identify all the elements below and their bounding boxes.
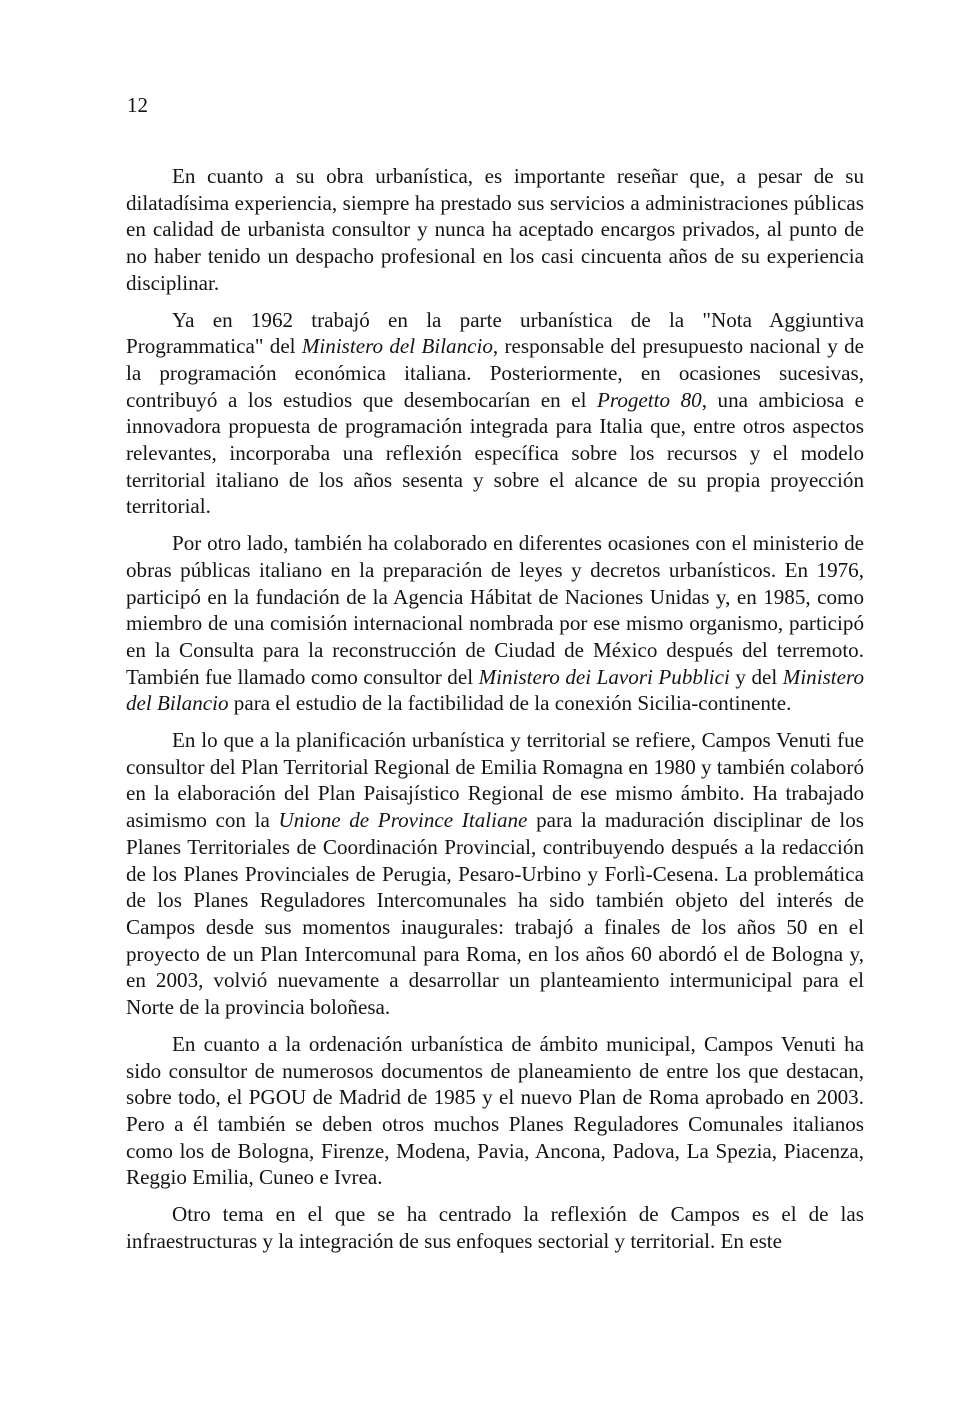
- paragraph-text: , responsable del presupuesto nacional y de la programación económica italiana. Posteriormente, en ocasiones sucesivas, contribuyó a los estudios que desembocarían en el: [126, 334, 864, 412]
- italic-term: Ministero del Bilancio: [126, 664, 864, 716]
- paragraph-text: Ya en 1962 trabajó en la parte urbanística de la "Nota Aggiuntiva Programmatica" del: [126, 307, 864, 359]
- paragraph-text: para la maduración disciplinar de los Planes Territoriales de Coordinación Provincial, contribuyendo después a la redacción de los Planes Provinciales de Perugia, Pesaro-Urbino y Forlì-Cesena. La problemática de los Planes Reguladores Intercomunales ha sido también objeto del interés de Campos desde sus momentos inaugurales: trabajó a finales de los años 50 en el proyecto de un Plan Intercomunal para Roma, en los años 60 abordó el de Bologna y, en 2003, volvió nuevamente a desarrollar un planteamiento intermunicipal para el Norte de la provincia boloñesa.: [126, 808, 864, 1020]
- paragraph-text: para el estudio de la factibilidad de la conexión Sicilia-continente.: [228, 691, 792, 716]
- paragraph-text: Por otro lado, también ha colaborado en diferentes ocasiones con el ministerio de obras públicas italiano en la preparación de leyes y decretos urbanísticos. En 1976, participó en la fundación de la Agencia Hábitat de Naciones Unidas y, en 1985, como miembro de una comisión internacional nombrada por ese mismo organismo, participó en la Consulta para la reconstrucción de Ciudad de México después del terremoto. También fue llamado como consultor del: [126, 531, 864, 689]
- italic-term: Ministero del Bilancio: [301, 334, 493, 359]
- paragraph-municipal-planning: [126, 1031, 864, 1191]
- italic-term: Ministero dei Lavori Pubblici: [478, 664, 730, 689]
- paragraph-territorial-planning: [126, 727, 864, 1021]
- paragraph-urban-work: [126, 163, 864, 297]
- paragraph-ministry-collaboration: [126, 530, 864, 717]
- paragraph-text: En lo que a la planificación urbanística y territorial se refiere, Campos Venuti fue consultor del Plan Territorial Regional de Emilia Romagna en 1980 y también colaboró en la elaboración del Plan Paisajístico Regional de ese mismo ámbito. Ha trabajado asimismo con la: [126, 728, 864, 833]
- paragraph-text: , una ambiciosa e innovadora propuesta de programación integrada para Italia que, entre otros aspectos relevantes, incorporaba una reflexión específica sobre los recursos y el modelo territorial italiano de los años sesenta y sobre el alcance de su propia proyección territorial.: [126, 387, 864, 519]
- paragraph-text: y del: [729, 664, 783, 689]
- paragraph-text: Otro tema en el que se ha centrado la reflexión de Campos es el de las infraestructuras y la integración de sus enfoques sectorial y territorial. En este: [126, 1202, 864, 1253]
- paragraph-text: En cuanto a su obra urbanística, es importante reseñar que, a pesar de su dilatadísima experiencia, siempre ha prestado sus servicios a administraciones públicas en calidad de urbanista consultor y nunca ha aceptado encargos privados, al punto de no haber tenido un despacho profesional en los casi cincuenta años de su experiencia disciplinar.: [126, 164, 864, 295]
- paragraph-programming-1962: [126, 307, 864, 521]
- italic-term: Progetto 80: [597, 387, 702, 412]
- paragraph-infrastructure: [126, 1201, 864, 1254]
- italic-term: Unione de Province Italiane: [278, 808, 528, 833]
- paragraph-text: En cuanto a la ordenación urbanística de ámbito municipal, Campos Venuti ha sido consultor de numerosos documentos de planeamiento de entre los que destacan, sobre todo, el PGOU de Madrid de 1985 y el nuevo Plan de Roma aprobado en 2003. Pero a él también se deben otros muchos Planes Reguladores Comunales italianos como los de Bologna, Firenze, Modena, Pavia, Ancona, Padova, La Spezia, Piacenza, Reggio Emilia, Cuneo e Ivrea.: [126, 1031, 864, 1190]
- page-number: 12: [127, 93, 148, 117]
- body-text: [126, 163, 864, 1254]
